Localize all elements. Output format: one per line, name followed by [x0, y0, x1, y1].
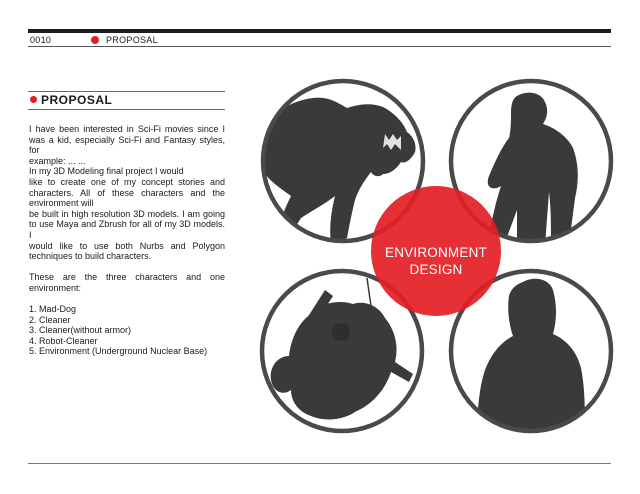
character-diagram: [255, 78, 620, 463]
section-rule-bottom: [28, 109, 225, 110]
center-label-line1: ENVIRONMENT: [385, 245, 487, 260]
list-item: 3. Cleaner(without armor): [29, 325, 132, 336]
body-paragraph: example: ... ...: [29, 155, 86, 166]
paragraph-gap: [29, 294, 225, 305]
paragraph-gap: [29, 262, 225, 273]
list-item: 4. Robot-Cleaner: [29, 335, 98, 346]
section-rule-top: [28, 91, 225, 92]
body-paragraph: In my 3D Modeling final project I would: [29, 166, 184, 177]
page-header: [28, 34, 611, 46]
page-number: 0010: [30, 35, 52, 45]
robot-cleaner-silhouette: [271, 278, 413, 419]
body-paragraph: These are the three characters and one environment:: [29, 272, 225, 293]
cleaner-silhouette: [487, 93, 578, 246]
body-paragraph: be built in high resolution 3D models. I am going to use Maya and Zbrush for all of my 3D models. I: [29, 208, 225, 240]
section-title: PROPOSAL: [41, 93, 113, 107]
list-item: 1. Mad-Dog: [29, 304, 77, 315]
footer-divider: [28, 463, 611, 464]
list-item: 5. Environment (Underground Nuclear Base): [29, 346, 208, 357]
body-paragraph: I have been interested in Sci-Fi movies since I was a kid, especially Sci-Fi and Fantasy styles, for: [29, 124, 225, 156]
body-paragraph: like to create one of my concept stories and characters. All of these characters and the environment will: [29, 176, 225, 209]
section-bullet-icon: [30, 96, 37, 103]
proposal-body: [29, 124, 225, 357]
header-section-title: PROPOSAL: [106, 35, 158, 45]
header-top-bar: [28, 29, 611, 33]
body-paragraph: would like to use both Nurbs and Polygon techniques to build characters.: [29, 240, 225, 262]
list-item: 2. Cleaner: [29, 314, 71, 325]
center-label-line2: DESIGN: [409, 262, 463, 277]
cleaner-without-armor-silhouette: [477, 279, 585, 438]
header-divider: [28, 46, 611, 47]
header-bullet-icon: [91, 36, 99, 44]
